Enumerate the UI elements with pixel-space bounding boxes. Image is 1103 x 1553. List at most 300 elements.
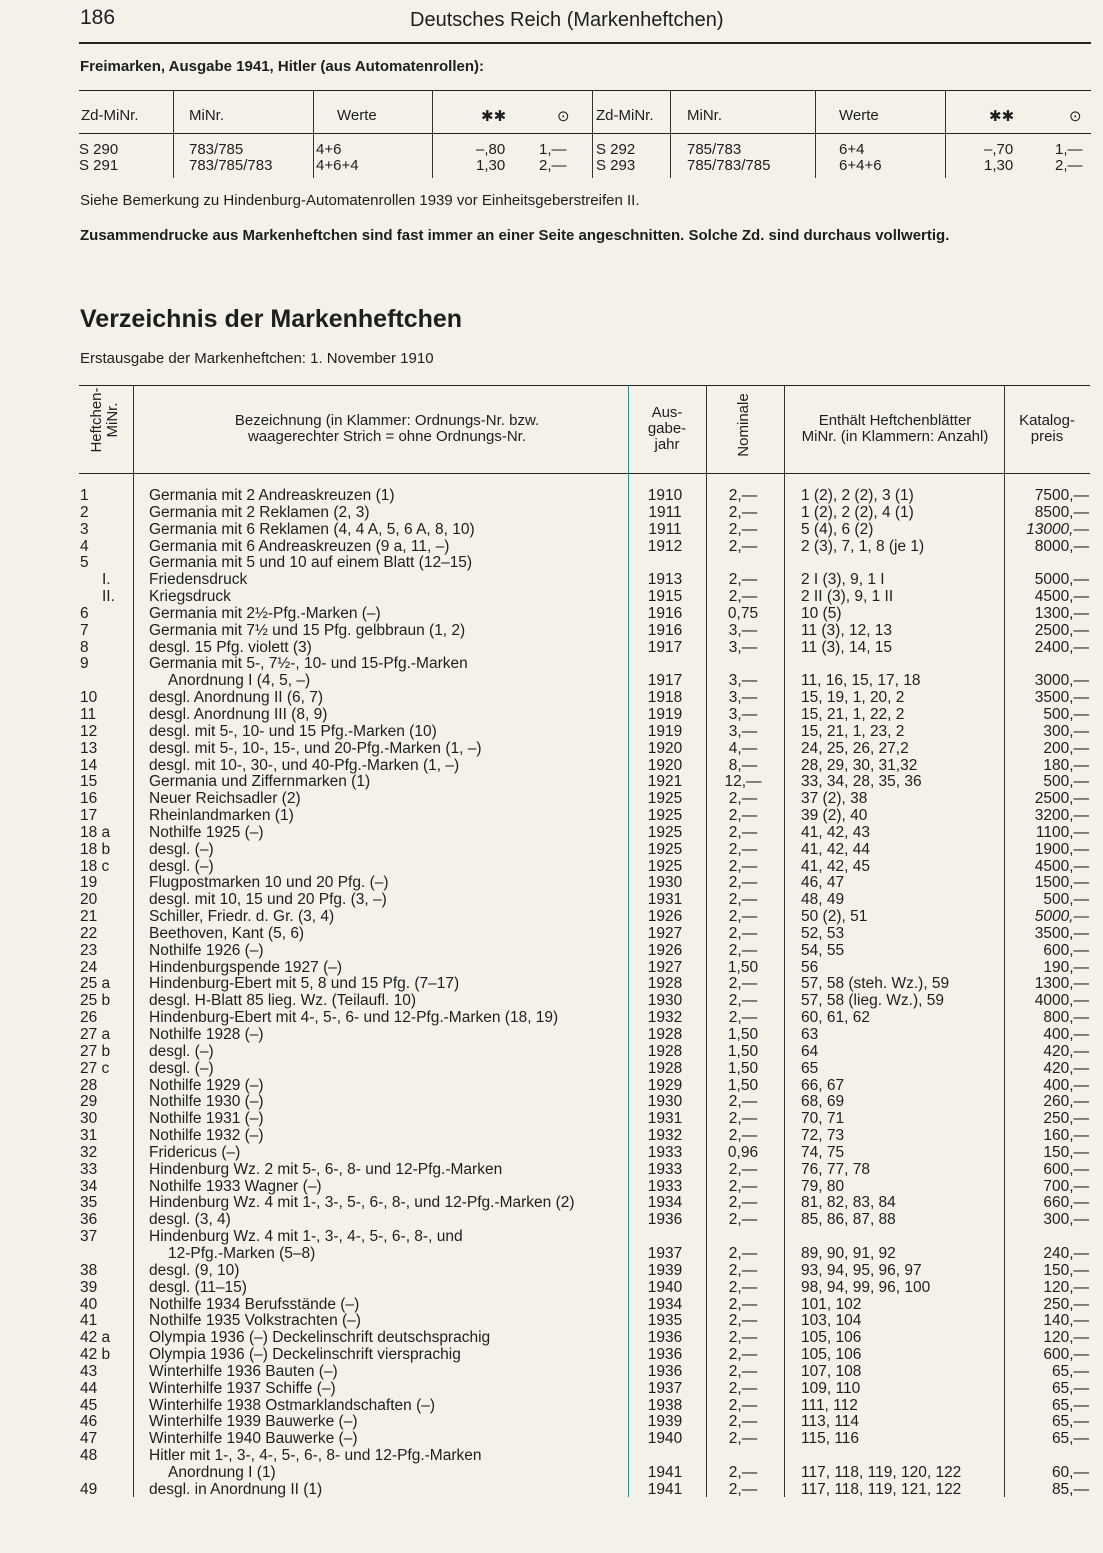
table-row	[0, 960, 1103, 977]
column-divider	[592, 90, 593, 178]
katalogpreis-cell: 300,—	[1043, 722, 1089, 740]
katalogpreis-cell: 4500,—	[1034, 588, 1089, 606]
table-row	[0, 825, 1103, 842]
nominale-cell: 2,—	[728, 1430, 758, 1448]
bezeichnung-cell: Fridericus (–)	[149, 1143, 241, 1161]
heftchenblaetter-cell: 117, 118, 119, 121, 122	[801, 1480, 962, 1498]
header-rule	[79, 42, 1091, 44]
table-row	[0, 1263, 1103, 1280]
nominale-cell: 3,—	[728, 638, 758, 656]
heftchen-nr-cell: 23	[80, 941, 98, 959]
heftchen-nr-cell: 27 a	[80, 1026, 111, 1043]
heftchenblaetter-cell: 11 (3), 14, 15	[801, 638, 893, 656]
heftchenblaetter-cell: 28, 29, 30, 31,32	[801, 756, 918, 774]
katalogpreis-cell: 1300,—	[1034, 975, 1089, 993]
table-row	[0, 488, 1103, 505]
heftchen-nr-cell: 36	[80, 1211, 98, 1229]
bezeichnung-cell: Hindenburg-Ebert mit 4-, 5-, 6- und 12-Pfg.-Marken (18, 19)	[149, 1009, 559, 1027]
heftchenblaetter-cell: 50 (2), 51	[801, 908, 868, 926]
heftchenblaetter-cell: 103, 104	[801, 1312, 862, 1330]
katalogpreis-cell: 5000,—	[1034, 571, 1089, 589]
heftchenblaetter-cell: 64	[801, 1042, 819, 1060]
nominale-cell: 2,—	[728, 1362, 758, 1380]
zd-cell: S 293	[596, 157, 636, 174]
col-header-ausgabejahr	[630, 405, 704, 453]
postfrisch-cell: 1,30	[476, 157, 506, 174]
nominale-cell: 2,—	[728, 992, 758, 1010]
heftchenblaetter-cell: 60, 61, 62	[801, 1009, 870, 1027]
heftchen-nr-cell: 22	[80, 924, 98, 942]
column-divider	[815, 90, 816, 178]
katalogpreis-cell: 180,—	[1043, 756, 1089, 774]
katalogpreis-cell: 2500,—	[1034, 790, 1089, 808]
bezeichnung-cell: Flugpostmarken 10 und 20 Pfg. (–)	[149, 874, 389, 892]
ausgabejahr-cell: 1929	[647, 1076, 683, 1094]
heftchen-nr-cell: 1	[80, 487, 89, 504]
bezeichnung-cell: Hindenburg-Ebert mit 5, 8 und 15 Pfg. (7–17)	[149, 975, 460, 993]
ausgabejahr-cell: 1933	[647, 1143, 683, 1161]
section-title-markenheftchen: Verzeichnis der Markenheftchen	[80, 305, 463, 333]
col-header-katalogpreis	[1007, 413, 1087, 445]
bezeichnung-cell: desgl. (–)	[149, 1042, 214, 1060]
ausgabejahr-cell: 1918	[647, 689, 683, 707]
katalogpreis-cell: 1900,—	[1034, 840, 1089, 858]
nominale-cell: 2,—	[728, 874, 758, 892]
running-header: Deutsches Reich (Markenheftchen)	[410, 9, 724, 31]
katalogpreis-cell: 3500,—	[1034, 689, 1089, 707]
header-line: preis	[1030, 428, 1064, 445]
nominale-cell: 3,—	[728, 621, 758, 639]
heftchen-nr-cell: 48	[80, 1447, 98, 1465]
nominale-cell: 3,—	[728, 705, 758, 723]
heftchen-nr-cell: 26	[80, 1009, 98, 1027]
katalogpreis-cell: 150,—	[1043, 1261, 1089, 1279]
nominale-cell: 2,—	[728, 790, 758, 808]
katalogpreis-cell: 2500,—	[1034, 621, 1089, 639]
bezeichnung-cell: desgl. in Anordnung II (1)	[149, 1480, 323, 1498]
table-row	[0, 1364, 1103, 1381]
table-row	[0, 1297, 1103, 1314]
header-line: Enthält Heftchenblätter	[818, 412, 972, 429]
heftchen-nr-cell: 7	[80, 621, 89, 639]
bezeichnung-cell: Hitler mit 1-, 3-, 4-, 5-, 6-, 8- und 12-Pfg.-Marken	[149, 1447, 482, 1465]
table-row	[0, 1280, 1103, 1297]
table-row	[0, 589, 1103, 606]
nominale-cell: 2,—	[728, 807, 758, 825]
katalogpreis-cell: 1100,—	[1035, 823, 1089, 841]
bezeichnung-cell: Nothilfe 1926 (–)	[149, 941, 264, 959]
katalogpreis-cell: 3000,—	[1034, 672, 1089, 690]
bezeichnung-cell: desgl. (–)	[149, 857, 214, 875]
bezeichnung-cell: Winterhilfe 1938 Ostmarklandschaften (–)	[149, 1396, 436, 1414]
col-header-heftchen-minr	[89, 387, 121, 453]
table-row	[0, 572, 1103, 589]
katalogpreis-cell: 500,—	[1043, 773, 1089, 791]
heftchenblaetter-cell: 105, 106	[801, 1329, 862, 1347]
ausgabejahr-cell: 1925	[647, 823, 683, 841]
katalogpreis-cell: 260,—	[1043, 1093, 1089, 1111]
col-header-bezeichnung	[197, 413, 577, 445]
heftchen-nr-cell: 39	[80, 1278, 98, 1296]
katalogpreis-cell: 660,—	[1043, 1194, 1089, 1212]
table-row	[0, 1398, 1103, 1415]
table-row	[0, 505, 1103, 522]
bezeichnung-cell: desgl. (–)	[149, 1059, 214, 1077]
column-divider	[670, 90, 671, 178]
bezeichnung-cell: Germania mit 6 Reklamen (4, 4 A, 5, 6 A, 8, 10)	[149, 520, 475, 538]
heftchenblaetter-cell: 1 (2), 2 (2), 3 (1)	[801, 487, 914, 504]
nominale-cell: 2,—	[728, 1379, 758, 1397]
table-row	[0, 724, 1103, 741]
heftchen-nr-cell: 44	[80, 1379, 98, 1397]
heftchen-nr-cell: 32	[80, 1143, 98, 1161]
table-row	[0, 1078, 1103, 1095]
ausgabejahr-cell: 1919	[647, 705, 683, 723]
heftchenblaetter-cell: 68, 69	[801, 1093, 845, 1111]
heftchenblaetter-cell: 41, 42, 43	[801, 823, 870, 841]
ausgabejahr-cell: 1934	[647, 1295, 683, 1313]
table-row	[0, 1145, 1103, 1162]
nominale-cell: 1,50	[727, 958, 759, 976]
table-row	[0, 1229, 1103, 1246]
heftchen-nr-cell: 4	[80, 537, 89, 555]
bezeichnung-cell: Schiller, Friedr. d. Gr. (3, 4)	[149, 908, 335, 926]
bezeichnung-cell: Nothilfe 1929 (–)	[149, 1076, 264, 1094]
katalogpreis-cell: 140,—	[1043, 1312, 1089, 1330]
nominale-cell: 3,—	[728, 722, 758, 740]
heftchen-nr-cell: 46	[80, 1413, 98, 1431]
heftchen-nr-cell: 18 a	[80, 823, 111, 841]
table-row	[0, 976, 1103, 993]
heftchen-nr-cell: 19	[80, 874, 98, 892]
katalogpreis-cell: 150,—	[1043, 1143, 1089, 1161]
table-top-rule	[79, 90, 1091, 91]
heftchenblaetter-cell: 11 (3), 12, 13	[801, 621, 893, 639]
heftchen-nr-cell: 2	[80, 503, 89, 521]
nominale-cell: 2,—	[728, 975, 758, 993]
katalogpreis-cell: 8000,—	[1034, 537, 1089, 555]
heftchen-nr-cell: 42 b	[80, 1346, 111, 1364]
zd-cell: S 292	[596, 141, 636, 158]
heftchen-nr-cell: 27 c	[80, 1059, 110, 1077]
bezeichnung-cell: Winterhilfe 1937 Schiffe (–)	[149, 1379, 336, 1397]
bezeichnung-cell: Hindenburg Wz. 4 mit 1-, 3-, 4-, 5-, 6-, 8-, und	[149, 1228, 463, 1246]
katalogpreis-cell: 190,—	[1043, 958, 1089, 976]
heftchen-nr-cell: 18 b	[80, 840, 111, 858]
nominale-cell: 2,—	[728, 1110, 758, 1128]
katalogpreis-cell: 240,—	[1043, 1244, 1089, 1262]
nominale-cell: 2,—	[728, 924, 758, 942]
first-edition-note: Erstausgabe der Markenheftchen: 1. November 1910	[80, 350, 434, 367]
heftchen-nr-cell: 38	[80, 1261, 98, 1279]
heftchenblaetter-cell: 11, 16, 15, 17, 18	[801, 672, 921, 690]
ausgabejahr-cell: 1917	[647, 672, 683, 690]
nominale-cell: 2,—	[728, 1261, 758, 1279]
bezeichnung-cell: Germania mit 5-, 7½-, 10- und 15-Pfg.-Marken	[149, 655, 468, 673]
heftchenblaetter-cell: 93, 94, 95, 96, 97	[801, 1261, 922, 1279]
nominale-cell: 2,—	[728, 1463, 758, 1481]
heftchen-nr-cell: 20	[80, 891, 98, 909]
heftchen-nr-cell: 27 b	[80, 1042, 111, 1060]
table-row	[0, 808, 1103, 825]
ausgabejahr-cell: 1920	[647, 739, 683, 757]
nominale-cell: 2,—	[728, 1312, 758, 1330]
col-header-nominale: Nominale	[735, 393, 752, 457]
heftchenblaetter-cell: 46, 47	[801, 874, 845, 892]
heftchenblaetter-cell: 2 II (3), 9, 1 II	[801, 588, 894, 606]
nominale-cell: 3,—	[728, 689, 758, 707]
heftchenblaetter-cell: 1 (2), 2 (2), 4 (1)	[801, 503, 914, 521]
ausgabejahr-cell: 1926	[647, 941, 683, 959]
table-row	[0, 1482, 1103, 1499]
minr-cell: 783/785/783	[189, 157, 273, 174]
table-row	[0, 673, 1103, 690]
bezeichnung-cell: desgl. 15 Pfg. violett (3)	[149, 638, 312, 656]
bezeichnung-cell: Olympia 1936 (–) Deckelinschrift deutschsprachig	[149, 1329, 491, 1347]
ausgabejahr-cell: 1939	[647, 1413, 683, 1431]
heftchenblaetter-cell: 2 I (3), 9, 1 I	[801, 571, 885, 589]
katalogpreis-cell: 65,—	[1051, 1362, 1089, 1380]
table-row	[0, 741, 1103, 758]
nominale-cell: 2,—	[728, 1413, 758, 1431]
heftchen-nr-cell: 14	[80, 756, 98, 774]
nominale-cell: 2,—	[728, 503, 758, 521]
heftchen-nr-cell: 31	[80, 1127, 98, 1145]
ausgabejahr-cell: 1935	[647, 1312, 683, 1330]
zd-cell: S 290	[79, 141, 119, 158]
heftchen-nr-cell: 42 a	[80, 1329, 111, 1347]
bezeichnung-cell: Nothilfe 1925 (–)	[149, 823, 264, 841]
header-line: waagerechter Strich = ohne Ordnungs-Nr.	[247, 428, 527, 445]
table-row	[0, 875, 1103, 892]
katalogpreis-cell: 8500,—	[1034, 503, 1089, 521]
col-header-gestempelt: ⊙	[557, 108, 570, 125]
table-row	[0, 1179, 1103, 1196]
nominale-cell: 1,50	[727, 1059, 759, 1077]
bezeichnung-cell: Beethoven, Kant (5, 6)	[149, 924, 305, 942]
bezeichnung-cell: desgl. mit 10-, 30-, und 40-Pfg.-Marken (1, –)	[149, 756, 460, 774]
heftchenblaetter-cell: 41, 42, 45	[801, 857, 870, 875]
page-number: 186	[80, 6, 116, 29]
heftchenblaetter-cell: 5 (4), 6 (2)	[801, 520, 874, 538]
bezeichnung-cell: desgl. Anordnung II (6, 7)	[149, 689, 324, 707]
table-row	[0, 791, 1103, 808]
heftchenblaetter-cell: 15, 19, 1, 20, 2	[801, 689, 905, 707]
heftchen-nr-cell: 15	[80, 773, 98, 791]
katalogpreis-cell: 65,—	[1051, 1396, 1089, 1414]
nominale-cell: 2,—	[728, 1346, 758, 1364]
table-row	[0, 640, 1103, 657]
table-row	[0, 943, 1103, 960]
heftchenblaetter-cell: 79, 80	[801, 1177, 845, 1195]
katalogpreis-cell: 700,—	[1043, 1177, 1089, 1195]
markenheftchen-table-header	[79, 385, 1090, 475]
table-row	[0, 1094, 1103, 1111]
ausgabejahr-cell: 1930	[647, 1093, 683, 1111]
nominale-cell: 2,—	[728, 1093, 758, 1111]
table-row	[0, 1431, 1103, 1448]
bezeichnung-cell: Germania mit 2 Reklamen (2, 3)	[149, 503, 370, 521]
heftchen-nr-cell: 40	[80, 1295, 98, 1313]
heftchen-nr-cell: 3	[80, 520, 89, 538]
ausgabejahr-cell: 1933	[647, 1160, 683, 1178]
bezeichnung-cell: Hindenburg Wz. 2 mit 5-, 6-, 8- und 12-Pfg.-Marken	[149, 1160, 503, 1178]
nominale-cell: 2,—	[728, 571, 758, 589]
table-row	[0, 1414, 1103, 1431]
heftchenblaetter-cell: 24, 25, 26, 27,2	[801, 739, 909, 757]
zd-cell: S 291	[79, 157, 119, 174]
ausgabejahr-cell: 1910	[647, 487, 683, 504]
table-row	[0, 690, 1103, 707]
heftchen-nr-cell: 41	[80, 1312, 98, 1330]
zusammendrucke-table	[79, 90, 1091, 180]
table-row	[0, 758, 1103, 775]
header-line: Bezeichnung (in Klammer: Ordnungs-Nr. bzw.	[234, 412, 540, 429]
col-header-zd-minr: Zd-MiNr.	[81, 107, 139, 124]
col-header-zd-minr: Zd-MiNr.	[596, 107, 654, 124]
table-row	[0, 1212, 1103, 1229]
ausgabejahr-cell: 1912	[647, 537, 683, 555]
heftchen-nr-cell: 16	[80, 790, 98, 808]
bezeichnung-cell: desgl. (11–15)	[149, 1278, 247, 1296]
ausgabejahr-cell: 1936	[647, 1346, 683, 1364]
bezeichnung-cell: 12-Pfg.-Marken (5–8)	[168, 1244, 316, 1262]
ausgabejahr-cell: 1927	[647, 958, 683, 976]
nominale-cell: 2,—	[728, 1244, 758, 1262]
nominale-cell: 2,—	[728, 857, 758, 875]
table-row	[0, 1347, 1103, 1364]
column-divider	[173, 90, 174, 178]
heftchenblaetter-cell: 81, 82, 83, 84	[801, 1194, 896, 1212]
heftchenblaetter-cell: 115, 116	[801, 1430, 860, 1448]
table-row	[0, 892, 1103, 909]
heftchen-nr-cell: 33	[80, 1160, 98, 1178]
bezeichnung-cell: Germania mit 5 und 10 auf einem Blatt (12–15)	[149, 554, 473, 572]
ausgabejahr-cell: 1937	[647, 1244, 683, 1262]
heftchenblaetter-cell: 65	[801, 1059, 819, 1077]
nominale-cell: 2,—	[728, 1194, 758, 1212]
table-row	[0, 774, 1103, 791]
bezeichnung-cell: Nothilfe 1932 (–)	[149, 1127, 264, 1145]
ausgabejahr-cell: 1940	[647, 1430, 683, 1448]
heftchenblaetter-cell: 57, 58 (lieg. Wz.), 59	[801, 992, 945, 1010]
nominale-cell: 2,—	[728, 537, 758, 555]
nominale-cell: 1,50	[727, 1042, 759, 1060]
heftchen-nr-cell: 49	[80, 1480, 98, 1498]
bezeichnung-cell: Nothilfe 1933 Wagner (–)	[149, 1177, 322, 1195]
ausgabejahr-cell: 1925	[647, 840, 683, 858]
heftchen-nr-cell: 25 a	[80, 975, 111, 993]
ausgabejahr-cell: 1925	[647, 807, 683, 825]
heftchenblaetter-cell: 52, 53	[801, 924, 845, 942]
table-row	[0, 707, 1103, 724]
katalogpreis-cell: 3200,—	[1034, 807, 1089, 825]
heftchen-nr-cell: 12	[80, 722, 98, 740]
header-line: Heftchen-	[88, 387, 105, 453]
katalogpreis-cell: 1500,—	[1034, 874, 1089, 892]
katalogpreis-cell: 13000,—	[1026, 520, 1089, 538]
heftchen-nr-cell: 25 b	[80, 992, 111, 1010]
nominale-cell: 0,96	[727, 1143, 759, 1161]
ausgabejahr-cell: 1931	[647, 1110, 683, 1128]
table-row	[0, 1061, 1103, 1078]
ausgabejahr-cell: 1936	[647, 1362, 683, 1380]
heftchen-nr-cell: 6	[80, 604, 89, 622]
katalogpreis-cell: 120,—	[1043, 1278, 1089, 1296]
nominale-cell: 2,—	[728, 1009, 758, 1027]
table-row	[0, 656, 1103, 673]
header-line: gabe-	[647, 420, 687, 437]
nominale-cell: 2,—	[728, 1480, 758, 1498]
katalogpreis-cell: 800,—	[1043, 1009, 1089, 1027]
ausgabejahr-cell: 1911	[648, 503, 682, 521]
heftchen-nr-cell: 21	[80, 908, 98, 926]
katalogpreis-cell: 200,—	[1043, 739, 1089, 757]
heftchen-nr-cell: 34	[80, 1177, 98, 1195]
heftchenblaetter-cell: 41, 42, 44	[801, 840, 870, 858]
katalogpreis-cell: 160,—	[1043, 1127, 1089, 1145]
ausgabejahr-cell: 1930	[647, 992, 683, 1010]
ausgabejahr-cell: 1925	[647, 790, 683, 808]
heftchenblaetter-cell: 56	[801, 958, 819, 976]
ausgabejahr-cell: 1916	[647, 621, 683, 639]
katalogpreis-cell: 65,—	[1051, 1430, 1089, 1448]
ausgabejahr-cell: 1926	[647, 908, 683, 926]
col-header-werte: Werte	[839, 107, 879, 124]
table-header-rule	[79, 133, 1091, 134]
column-divider	[313, 90, 314, 178]
heftchen-nr-cell: 43	[80, 1362, 98, 1380]
nominale-cell: 1,50	[727, 1026, 759, 1043]
katalogpreis-cell: 60,—	[1051, 1463, 1089, 1481]
ausgabejahr-cell: 1936	[647, 1211, 683, 1229]
katalogpreis-cell: 2400,—	[1034, 638, 1089, 656]
heftchenblaetter-cell: 74, 75	[801, 1143, 845, 1161]
heftchenblaetter-cell: 109, 110	[801, 1379, 861, 1397]
table-row	[0, 1448, 1103, 1465]
heftchen-nr-cell: 47	[80, 1430, 98, 1448]
heftchenblaetter-cell: 72, 73	[801, 1127, 845, 1145]
katalogpreis-cell: 4500,—	[1034, 857, 1089, 875]
bezeichnung-cell: Anordnung I (1)	[168, 1463, 276, 1481]
heftchenblaetter-cell: 48, 49	[801, 891, 845, 909]
heftchenblaetter-cell: 107, 108	[801, 1362, 862, 1380]
heftchen-nr-cell: 45	[80, 1396, 98, 1414]
werte-cell: 6+4+6	[839, 157, 882, 174]
heftchen-nr-cell: 13	[80, 739, 98, 757]
katalogpreis-cell: 4000,—	[1034, 992, 1089, 1010]
table-row	[0, 1027, 1103, 1044]
nominale-cell: 2,—	[728, 1127, 758, 1145]
column-divider	[945, 90, 946, 178]
heftchen-nr-cell: 37	[80, 1228, 98, 1246]
postfrisch-cell: 1,30	[984, 157, 1014, 174]
heftchen-nr-cell: II.	[102, 588, 115, 606]
heftchenblaetter-cell: 33, 34, 28, 35, 36	[801, 773, 922, 791]
ausgabejahr-cell: 1928	[647, 975, 683, 993]
col-header-postfrisch: ✱✱	[989, 108, 1015, 125]
nominale-cell: 2,—	[728, 1177, 758, 1195]
ausgabejahr-cell: 1927	[647, 924, 683, 942]
ausgabejahr-cell: 1931	[647, 891, 683, 909]
katalogpreis-cell: 65,—	[1051, 1379, 1089, 1397]
postfrisch-cell: –,70	[984, 141, 1014, 158]
bezeichnung-cell: Winterhilfe 1939 Bauwerke (–)	[149, 1413, 358, 1431]
bezeichnung-cell: Nothilfe 1930 (–)	[149, 1093, 264, 1111]
nominale-cell: 2,—	[728, 941, 758, 959]
table-header-rule	[79, 473, 1090, 474]
heftchen-nr-cell: 35	[80, 1194, 98, 1212]
